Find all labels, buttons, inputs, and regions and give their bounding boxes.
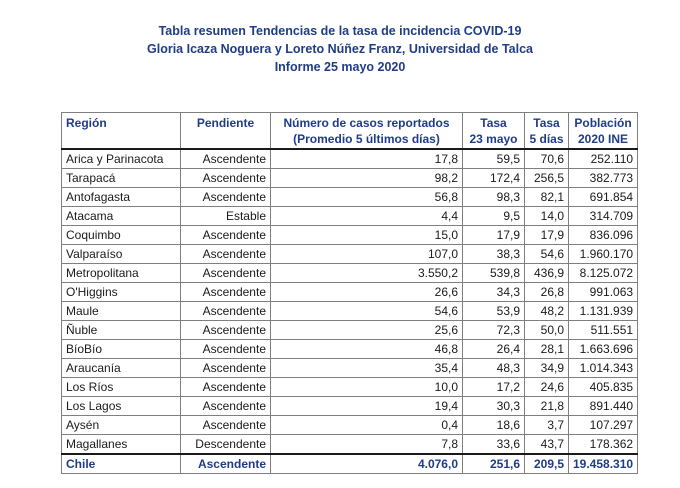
cell-pendiente: Ascendente: [181, 321, 271, 340]
table-row: [62, 207, 638, 226]
cell-casos: 3.550,2: [271, 264, 463, 283]
cell-pendiente: Ascendente: [181, 359, 271, 378]
cell-poblacion: 107.297: [569, 416, 638, 435]
header-tasa-23-mayo: [463, 113, 525, 150]
cell-casos: 26,6: [271, 283, 463, 302]
header-tasa2-line2: 5 días: [529, 132, 564, 146]
cell-poblacion: 1.960.170: [569, 245, 638, 264]
table-row: [62, 416, 638, 435]
cell-region: Arica y Parinacota: [62, 149, 181, 169]
cell-poblacion: 178.362: [569, 435, 638, 455]
cell-tasa-23-mayo: 18,6: [463, 416, 525, 435]
cell-pendiente: Ascendente: [181, 169, 271, 188]
cell-tasa-23-mayo: 17,9: [463, 226, 525, 245]
cell-poblacion: 511.551: [569, 321, 638, 340]
cell-tasa-23-mayo: 59,5: [463, 149, 525, 169]
cell-tasa-5-dias: 50,0: [525, 321, 569, 340]
table-row: [62, 283, 638, 302]
cell-region: BíoBío: [62, 340, 181, 359]
cell-tasa-5-dias: 256,5: [525, 169, 569, 188]
table-row: [62, 169, 638, 188]
cell-region: Aysén: [62, 416, 181, 435]
cell-region: Atacama: [62, 207, 181, 226]
cell-region: Araucanía: [62, 359, 181, 378]
cell-casos: 17,8: [271, 149, 463, 169]
cell-region: O'Higgins: [62, 283, 181, 302]
cell-casos: 25,6: [271, 321, 463, 340]
cell-region: Maule: [62, 302, 181, 321]
table-body: [62, 149, 638, 474]
total-cell-tasa-23-mayo: 251,6: [463, 454, 525, 474]
cell-casos: 54,6: [271, 302, 463, 321]
cell-region: Magallanes: [62, 435, 181, 455]
cell-tasa-5-dias: 28,1: [525, 340, 569, 359]
cell-poblacion: 1.663.696: [569, 340, 638, 359]
cell-tasa-23-mayo: 30,3: [463, 397, 525, 416]
total-cell-poblacion: 19.458.310: [569, 454, 638, 474]
header-tasa2-line1: Tasa: [533, 116, 560, 130]
table-row: [62, 397, 638, 416]
header-poblacion-line2: 2020 INE: [578, 132, 629, 146]
cell-pendiente: Ascendente: [181, 245, 271, 264]
cell-region: Los Lagos: [62, 397, 181, 416]
cell-tasa-23-mayo: 34,3: [463, 283, 525, 302]
cell-tasa-5-dias: 24,6: [525, 378, 569, 397]
title-line-2: Gloria Icaza Noguera y Loreto Núñez Franz, Universidad de Talca: [147, 42, 533, 56]
cell-tasa-23-mayo: 17,2: [463, 378, 525, 397]
cell-poblacion: 836.096: [569, 226, 638, 245]
header-tasa-5-dias: [525, 113, 569, 150]
cell-casos: 107,0: [271, 245, 463, 264]
table-row: [62, 149, 638, 169]
cell-pendiente: Ascendente: [181, 283, 271, 302]
cell-casos: 0,4: [271, 416, 463, 435]
header-tasa1-line2: 23 mayo: [469, 132, 518, 146]
table-row: [62, 378, 638, 397]
cell-poblacion: 405.835: [569, 378, 638, 397]
cell-tasa-5-dias: 48,2: [525, 302, 569, 321]
cell-pendiente: Descendente: [181, 435, 271, 455]
cell-casos: 46,8: [271, 340, 463, 359]
cell-tasa-23-mayo: 48,3: [463, 359, 525, 378]
cell-region: Tarapacá: [62, 169, 181, 188]
cell-pendiente: Ascendente: [181, 397, 271, 416]
cell-tasa-5-dias: 54,6: [525, 245, 569, 264]
cell-region: Coquimbo: [62, 226, 181, 245]
cell-pendiente: Ascendente: [181, 416, 271, 435]
incidence-summary-table: [61, 112, 638, 474]
cell-tasa-5-dias: 17,9: [525, 226, 569, 245]
header-casos-line2: (Promedio 5 últimos días): [293, 132, 440, 146]
cell-tasa-23-mayo: 9,5: [463, 207, 525, 226]
cell-tasa-5-dias: 26,8: [525, 283, 569, 302]
cell-pendiente: Ascendente: [181, 302, 271, 321]
cell-tasa-23-mayo: 172,4: [463, 169, 525, 188]
cell-tasa-5-dias: 14,0: [525, 207, 569, 226]
cell-casos: 7,8: [271, 435, 463, 455]
table-row: [62, 435, 638, 455]
total-cell-tasa-5-dias: 209,5: [525, 454, 569, 474]
header-poblacion-line1: Población: [574, 116, 632, 130]
cell-poblacion: 1.131.939: [569, 302, 638, 321]
cell-poblacion: 314.709: [569, 207, 638, 226]
cell-tasa-5-dias: 21,8: [525, 397, 569, 416]
cell-region: Los Ríos: [62, 378, 181, 397]
header-casos: [271, 113, 463, 150]
title-line-1: Tabla resumen Tendencias de la tasa de incidencia COVID-19: [158, 24, 522, 38]
total-cell-casos: 4.076,0: [271, 454, 463, 474]
cell-poblacion: 8.125.072: [569, 264, 638, 283]
cell-tasa-5-dias: 436,9: [525, 264, 569, 283]
table-row: [62, 245, 638, 264]
cell-tasa-5-dias: 43,7: [525, 435, 569, 455]
total-cell-pendiente: Ascendente: [181, 454, 271, 474]
cell-region: Metropolitana: [62, 264, 181, 283]
cell-pendiente: Ascendente: [181, 340, 271, 359]
cell-tasa-23-mayo: 72,3: [463, 321, 525, 340]
cell-poblacion: 991.063: [569, 283, 638, 302]
title-line-3: Informe 25 mayo 2020: [274, 60, 406, 74]
cell-casos: 10,0: [271, 378, 463, 397]
cell-pendiente: Ascendente: [181, 264, 271, 283]
header-pendiente: Pendiente: [181, 113, 271, 150]
table-row: [62, 321, 638, 340]
cell-pendiente: Estable: [181, 207, 271, 226]
cell-pendiente: Ascendente: [181, 378, 271, 397]
cell-casos: 4,4: [271, 207, 463, 226]
cell-poblacion: 691.854: [569, 188, 638, 207]
table-row: [62, 264, 638, 283]
table-header-row: [62, 113, 638, 150]
table-row: [62, 226, 638, 245]
cell-casos: 98,2: [271, 169, 463, 188]
cell-casos: 35,4: [271, 359, 463, 378]
cell-tasa-5-dias: 82,1: [525, 188, 569, 207]
header-poblacion: [569, 113, 638, 150]
cell-poblacion: 1.014.343: [569, 359, 638, 378]
cell-casos: 56,8: [271, 188, 463, 207]
cell-tasa-23-mayo: 53,9: [463, 302, 525, 321]
cell-pendiente: Ascendente: [181, 149, 271, 169]
total-row: [62, 454, 638, 474]
table-row: [62, 340, 638, 359]
cell-tasa-23-mayo: 33,6: [463, 435, 525, 455]
total-cell-region: Chile: [62, 454, 181, 474]
cell-tasa-5-dias: 70,6: [525, 149, 569, 169]
header-casos-line1: Número de casos reportados: [283, 116, 450, 130]
cell-casos: 15,0: [271, 226, 463, 245]
cell-region: Ñuble: [62, 321, 181, 340]
header-tasa1-line1: Tasa: [480, 116, 507, 130]
cell-tasa-5-dias: 34,9: [525, 359, 569, 378]
cell-tasa-23-mayo: 26,4: [463, 340, 525, 359]
cell-casos: 19,4: [271, 397, 463, 416]
cell-tasa-5-dias: 3,7: [525, 416, 569, 435]
header-region: Región: [62, 113, 181, 150]
cell-poblacion: 252.110: [569, 149, 638, 169]
cell-region: Antofagasta: [62, 188, 181, 207]
cell-tasa-23-mayo: 38,3: [463, 245, 525, 264]
cell-pendiente: Ascendente: [181, 188, 271, 207]
report-title: [0, 22, 680, 76]
table-row: [62, 302, 638, 321]
cell-region: Valparaíso: [62, 245, 181, 264]
table-row: [62, 359, 638, 378]
cell-tasa-23-mayo: 539,8: [463, 264, 525, 283]
cell-poblacion: 382.773: [569, 169, 638, 188]
cell-tasa-23-mayo: 98,3: [463, 188, 525, 207]
cell-poblacion: 891.440: [569, 397, 638, 416]
cell-pendiente: Ascendente: [181, 226, 271, 245]
table-row: [62, 188, 638, 207]
